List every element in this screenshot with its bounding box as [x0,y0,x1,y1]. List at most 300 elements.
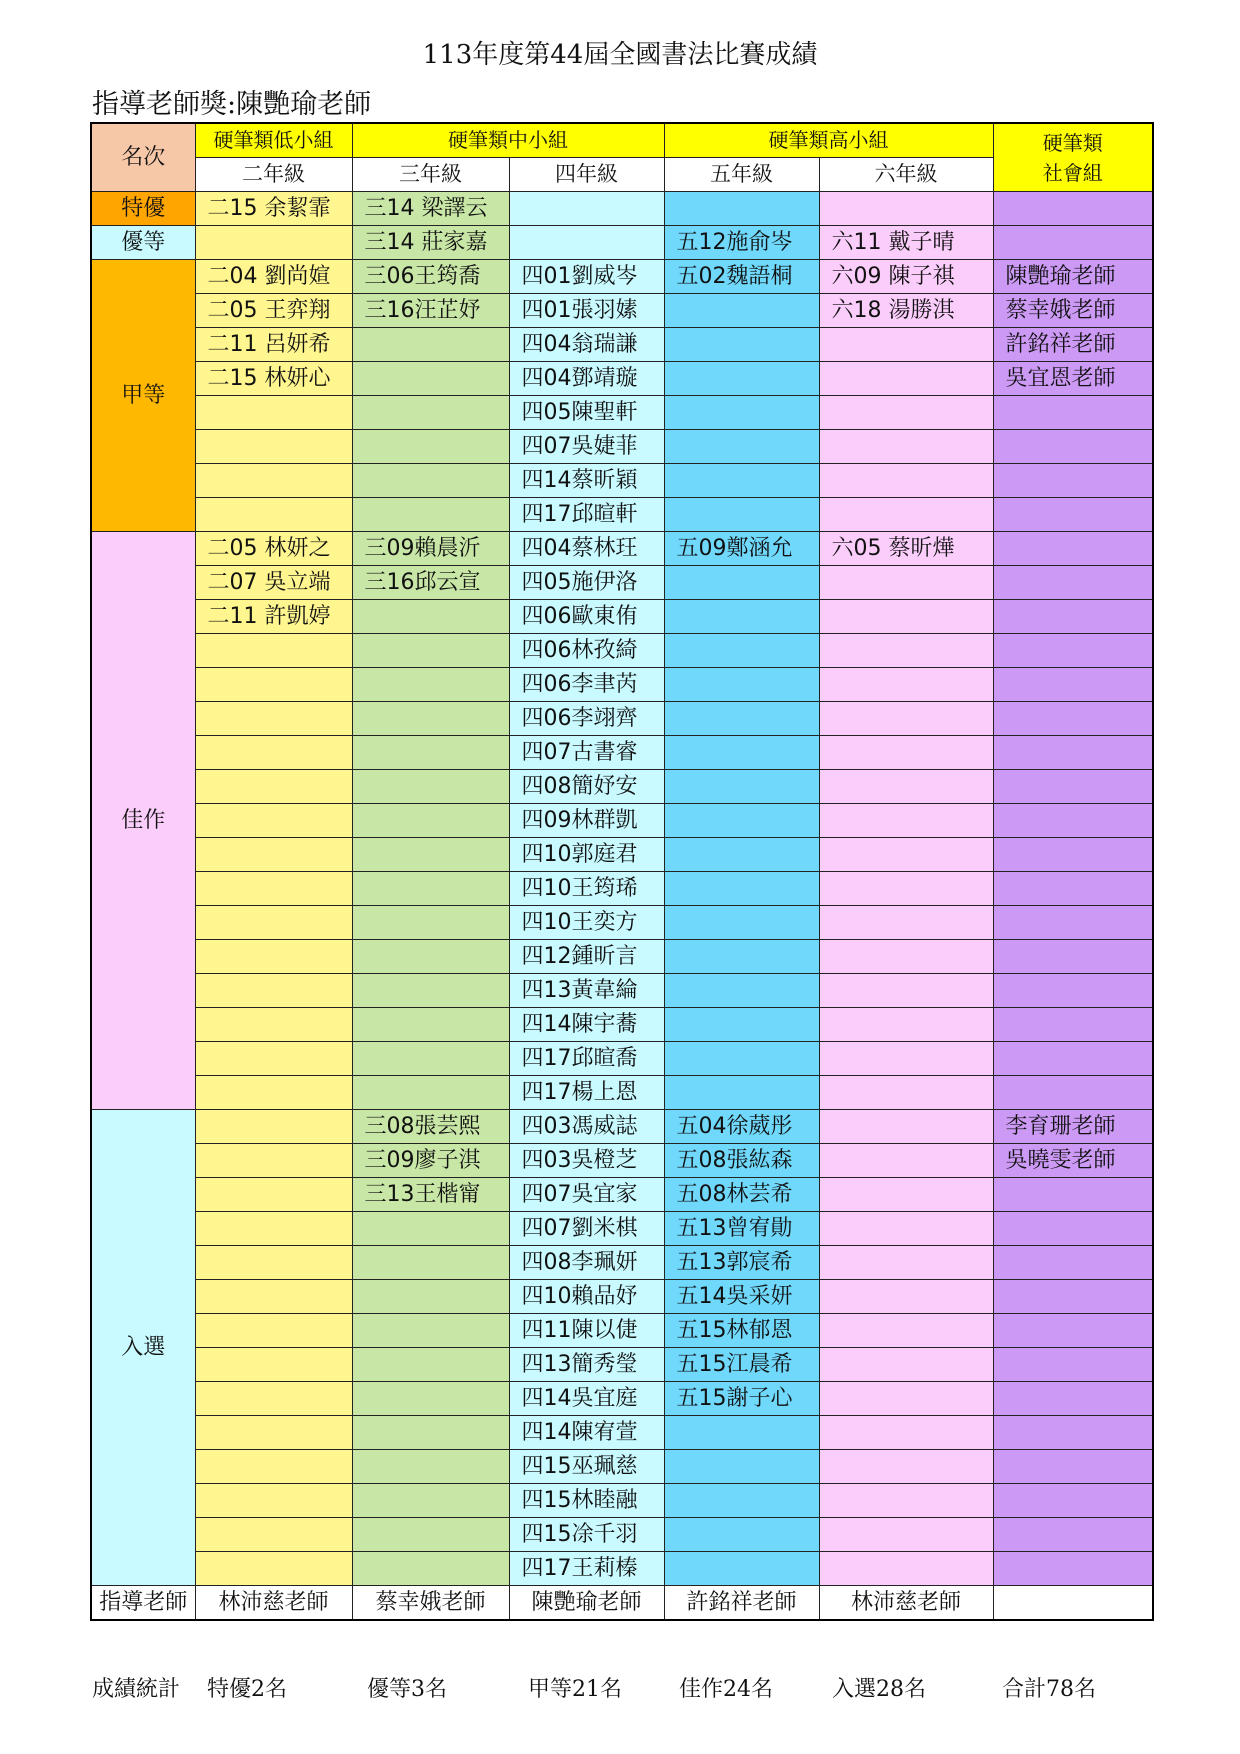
grade4-cell: 四10王筠琋 [509,872,664,906]
grade6-cell [819,872,993,906]
grade2-cell [195,702,352,736]
grade3-cell: 三09賴晨沂 [352,532,509,566]
grade5-cell [664,1552,819,1586]
grade6-cell [819,634,993,668]
grade4-cell: 四04鄧靖璇 [509,362,664,396]
society-cell: 李育珊老師 [993,1110,1153,1144]
grade2-cell [195,634,352,668]
grade3-cell [352,1076,509,1110]
grade5-cell [664,702,819,736]
grade3-cell [352,1042,509,1076]
grade5-cell [664,464,819,498]
grade6-cell [819,1178,993,1212]
grade2-cell [195,464,352,498]
grade3-cell [352,1280,509,1314]
grade3-cell [352,838,509,872]
society-cell [993,464,1153,498]
grade4-cell: 四06歐東侑 [509,600,664,634]
table-row [91,804,1153,838]
grade4-cell: 四07古書睿 [509,736,664,770]
teacher-cell: 林沛慈老師 [195,1586,352,1621]
group-header-middle: 硬筆類中小組 [352,123,664,158]
grade2-cell [195,226,352,260]
grade4-cell: 四15凃千羽 [509,1518,664,1552]
grade4-cell: 四13簡秀瑩 [509,1348,664,1382]
results-summary [92,1672,1192,1704]
instructor-award: 指導老師獎:陳艷瑜老師 [92,89,372,120]
society-cell [993,1314,1153,1348]
grade3-cell [352,396,509,430]
table-row [91,362,1153,396]
grade5-cell [664,362,819,396]
rank-merit: 佳作 [91,532,195,1110]
grade2-cell: 二15 林妍心 [195,362,352,396]
teacher-cell: 蔡幸娥老師 [352,1586,509,1621]
society-cell [993,770,1153,804]
grade2-cell [195,668,352,702]
grade4-cell: 四03馮威誌 [509,1110,664,1144]
grade5-cell [664,1042,819,1076]
grade2-cell [195,1348,352,1382]
grade6-cell [819,1382,993,1416]
grade3-cell [352,464,509,498]
society-cell: 許銘祥老師 [993,328,1153,362]
society-cell [993,1008,1153,1042]
society-cell [993,1382,1153,1416]
grade6-cell [819,362,993,396]
grade3-cell [352,362,509,396]
table-row [91,328,1153,362]
grade2-cell [195,1552,352,1586]
grade5-cell [664,1008,819,1042]
society-cell [993,702,1153,736]
table-row [91,1178,1153,1212]
table-row [91,1008,1153,1042]
grade3-cell [352,600,509,634]
grade2-cell [195,770,352,804]
table-row [91,430,1153,464]
grade5-cell [664,838,819,872]
society-cell [993,1246,1153,1280]
summary-label: 成績統計 [92,1677,181,1702]
grade4-cell: 四01劉威岑 [509,260,664,294]
grade2-cell [195,940,352,974]
society-cell [993,1348,1153,1382]
table-row [91,1518,1153,1552]
grade5-cell: 五15謝子心 [664,1382,819,1416]
grade3-cell [352,804,509,838]
grade6-cell [819,770,993,804]
grade5-cell: 五04徐葳彤 [664,1110,819,1144]
grade4-cell: 四14蔡昕穎 [509,464,664,498]
society-cell [993,906,1153,940]
grade4-cell: 四14陳宥萱 [509,1416,664,1450]
grade3-cell [352,1008,509,1042]
summary-selected: 入選28名 [832,1677,926,1702]
grade3-cell [352,702,509,736]
table-row [91,736,1153,770]
table-row [91,192,1153,226]
grade2-cell [195,1110,352,1144]
grade5-cell: 五08林芸希 [664,1178,819,1212]
table-row [91,1348,1153,1382]
grade2-cell [195,1144,352,1178]
society-cell [993,1552,1153,1586]
grade2-cell [195,1212,352,1246]
grade3-cell: 三08張芸熙 [352,1110,509,1144]
table-row [91,1212,1153,1246]
table-row [91,974,1153,1008]
group-header-lower: 硬筆類低小組 [195,123,352,158]
society-cell [993,634,1153,668]
grade5-cell [664,974,819,1008]
grade6-cell [819,566,993,600]
grade6-cell [819,702,993,736]
grade5-cell: 五08張紘森 [664,1144,819,1178]
teacher-cell: 許銘祥老師 [664,1586,819,1621]
grade2-cell: 二11 許凱婷 [195,600,352,634]
grade3-cell: 三14 莊家嘉 [352,226,509,260]
grade4-cell: 四08簡妤安 [509,770,664,804]
grade3-cell [352,1382,509,1416]
society-cell [993,1212,1153,1246]
table-row [91,498,1153,532]
grade6-cell [819,430,993,464]
grade4-cell: 四04蔡林玨 [509,532,664,566]
grade2-cell [195,974,352,1008]
grade2-cell [195,430,352,464]
grade5-cell [664,804,819,838]
grade5-cell [664,634,819,668]
society-cell [993,1450,1153,1484]
table-row [91,1144,1153,1178]
table-row [91,872,1153,906]
grade3-cell [352,328,509,362]
grade3-cell [352,1246,509,1280]
grade4-cell: 四03吳橙芝 [509,1144,664,1178]
grade6-cell: 六11 戴子晴 [819,226,993,260]
grade3-cell: 三09廖子淇 [352,1144,509,1178]
summary-excellent: 優等3名 [367,1677,447,1702]
grade2-cell: 二15 余絜霏 [195,192,352,226]
grade3-cell: 三14 梁譯云 [352,192,509,226]
grade6-cell [819,498,993,532]
grade2-cell [195,1382,352,1416]
grade2-cell [195,1246,352,1280]
grade6-cell [819,1042,993,1076]
grade5-cell: 五13曾宥勛 [664,1212,819,1246]
society-cell [993,838,1153,872]
table-row [91,1552,1153,1586]
grade6-cell: 六05 蔡昕燁 [819,532,993,566]
teacher-cell: 陳艷瑜老師 [509,1586,664,1621]
grade4-cell: 四10郭庭君 [509,838,664,872]
grade6-cell [819,1110,993,1144]
grade3-cell [352,1348,509,1382]
table-row [91,1450,1153,1484]
table-row [91,396,1153,430]
grade6-cell [819,1450,993,1484]
rank-first: 甲等 [91,260,195,532]
grade5-cell [664,600,819,634]
grade5-cell [664,1450,819,1484]
table-row [91,1110,1153,1144]
rank-special: 特優 [91,192,195,226]
table-row [91,294,1153,328]
table-row [91,940,1153,974]
grade6-cell [819,1144,993,1178]
grade4-cell: 四14陳宇蕎 [509,1008,664,1042]
grade5-cell [664,736,819,770]
teacher-cell [993,1586,1153,1621]
grade4-cell: 四17邱暄軒 [509,498,664,532]
grade5-cell: 五15林郁恩 [664,1314,819,1348]
table-row [91,1076,1153,1110]
society-cell: 吳宜恩老師 [993,362,1153,396]
rank-selected: 入選 [91,1110,195,1586]
grade3-cell [352,634,509,668]
grade4-cell [509,192,664,226]
grade3-cell [352,770,509,804]
results-table-body [91,123,1153,1620]
rank-header: 名次 [91,123,195,192]
header-row-groups [91,123,1153,158]
grade5-cell [664,668,819,702]
grade3-cell [352,940,509,974]
grade5-cell [664,566,819,600]
grade6-cell [819,1076,993,1110]
grade5-cell [664,906,819,940]
grade3-cell [352,1212,509,1246]
grade2-cell [195,906,352,940]
society-cell: 蔡幸娥老師 [993,294,1153,328]
society-cell [993,430,1153,464]
grade6-cell [819,600,993,634]
grade6-cell [819,1314,993,1348]
society-cell [993,498,1153,532]
page-title: 113年度第44屆全國書法比賽成績 [422,40,818,70]
society-cell [993,226,1153,260]
results-table [90,122,1154,1621]
table-row [91,1416,1153,1450]
society-cell [993,1042,1153,1076]
grade3-cell [352,1518,509,1552]
grade6-cell [819,1552,993,1586]
grade4-cell: 四12鍾昕言 [509,940,664,974]
society-cell [993,566,1153,600]
grade5-cell [664,1518,819,1552]
grade6-cell [819,1348,993,1382]
table-row [91,226,1153,260]
grade5-cell [664,328,819,362]
grade2-cell [195,396,352,430]
society-cell [993,872,1153,906]
grade4-cell: 四08李珮妍 [509,1246,664,1280]
grade4-cell: 四10王奕方 [509,906,664,940]
table-row [91,770,1153,804]
grade2-cell [195,1280,352,1314]
grade4-cell: 四17楊上恩 [509,1076,664,1110]
grade5-cell: 五09鄭涵允 [664,532,819,566]
grade6-cell [819,464,993,498]
grade4-cell: 四05陳聖軒 [509,396,664,430]
society-cell [993,804,1153,838]
grade-header: 二年級 [195,158,352,192]
grade-header: 六年級 [819,158,993,192]
grade4-cell: 四06李翊齊 [509,702,664,736]
grade3-cell [352,668,509,702]
grade3-cell [352,1552,509,1586]
society-cell: 陳艷瑜老師 [993,260,1153,294]
grade5-cell [664,770,819,804]
summary-total: 合計78名 [1002,1677,1096,1702]
grade5-cell [664,294,819,328]
grade3-cell [352,1416,509,1450]
grade-header: 三年級 [352,158,509,192]
society-cell [993,736,1153,770]
grade4-cell: 四01張羽嫊 [509,294,664,328]
grade3-cell: 三13王楷甯 [352,1178,509,1212]
grade4-cell: 四09林群凱 [509,804,664,838]
table-row [91,1280,1153,1314]
grade6-cell [819,906,993,940]
rank-excellent: 優等 [91,226,195,260]
grade4-cell: 四07劉米棋 [509,1212,664,1246]
grade6-cell [819,1280,993,1314]
grade6-cell [819,328,993,362]
grade3-cell [352,906,509,940]
society-cell [993,532,1153,566]
table-row [91,1246,1153,1280]
grade6-cell [819,1484,993,1518]
grade3-cell [352,1450,509,1484]
grade2-cell: 二04 劉尚媗 [195,260,352,294]
grade3-cell: 三16汪芷妤 [352,294,509,328]
table-row [91,838,1153,872]
grade3-cell: 三06王筠喬 [352,260,509,294]
table-row [91,1314,1153,1348]
grade4-cell: 四06李聿芮 [509,668,664,702]
grade3-cell [352,430,509,464]
grade3-cell [352,1314,509,1348]
grade5-cell [664,1484,819,1518]
grade2-cell: 二07 吳立端 [195,566,352,600]
society-cell [993,192,1153,226]
society-cell [993,1484,1153,1518]
grade-header: 四年級 [509,158,664,192]
grade6-cell [819,804,993,838]
teachers-row [91,1586,1153,1621]
grade2-cell [195,872,352,906]
grade4-cell: 四14吳宜庭 [509,1382,664,1416]
grade2-cell [195,1416,352,1450]
table-row [91,600,1153,634]
table-row [91,1042,1153,1076]
grade4-cell: 四10賴品妤 [509,1280,664,1314]
grade6-cell [819,1518,993,1552]
grade5-cell: 五02魏語桐 [664,260,819,294]
society-cell [993,974,1153,1008]
grade2-cell [195,1178,352,1212]
table-row [91,1382,1153,1416]
society-cell [993,1178,1153,1212]
grade6-cell [819,396,993,430]
grade4-cell [509,226,664,260]
grade2-cell: 二05 王弈翔 [195,294,352,328]
society-cell [993,940,1153,974]
grade4-cell: 四04翁瑞謙 [509,328,664,362]
table-row [91,566,1153,600]
grade4-cell: 四11陳以倢 [509,1314,664,1348]
grade5-cell [664,192,819,226]
grade6-cell: 六18 湯勝淇 [819,294,993,328]
grade2-cell [195,736,352,770]
table-row [91,1484,1153,1518]
society-cell [993,1076,1153,1110]
grade6-cell [819,1246,993,1280]
grade4-cell: 四07吳婕菲 [509,430,664,464]
grade2-cell: 二11 呂妍希 [195,328,352,362]
society-cell [993,600,1153,634]
grade6-cell [819,736,993,770]
table-row [91,634,1153,668]
grade3-cell [352,974,509,1008]
grade6-cell [819,940,993,974]
grade4-cell: 四15巫珮慈 [509,1450,664,1484]
grade5-cell: 五15江晨希 [664,1348,819,1382]
grade5-cell [664,430,819,464]
grade4-cell: 四05施伊洛 [509,566,664,600]
grade6-cell [819,1008,993,1042]
grade5-cell [664,1076,819,1110]
grade5-cell [664,872,819,906]
grade2-cell [195,838,352,872]
grade2-cell [195,498,352,532]
grade2-cell [195,804,352,838]
grade5-cell: 五14吳采妍 [664,1280,819,1314]
grade2-cell [195,1484,352,1518]
society-cell: 吳曉雯老師 [993,1144,1153,1178]
grade-header: 五年級 [664,158,819,192]
society-cell [993,1416,1153,1450]
grade6-cell [819,838,993,872]
grade4-cell: 四15林睦融 [509,1484,664,1518]
grade5-cell [664,396,819,430]
summary-special: 特優2名 [207,1677,287,1702]
teachers-label: 指導老師 [91,1586,195,1621]
table-row [91,702,1153,736]
grade4-cell: 四17邱暄喬 [509,1042,664,1076]
grade3-cell [352,498,509,532]
group-header-upper: 硬筆類高小組 [664,123,993,158]
society-cell [993,396,1153,430]
grade6-cell [819,1212,993,1246]
grade2-cell [195,1518,352,1552]
grade6-cell: 六09 陳子祺 [819,260,993,294]
grade4-cell: 四17王莉榛 [509,1552,664,1586]
summary-first: 甲等21名 [528,1677,622,1702]
grade6-cell [819,668,993,702]
grade2-cell [195,1314,352,1348]
grade5-cell: 五12施俞岑 [664,226,819,260]
society-cell [993,1518,1153,1552]
grade5-cell [664,498,819,532]
table-row [91,668,1153,702]
grade5-cell [664,940,819,974]
table-row [91,906,1153,940]
grade4-cell: 四06林孜綺 [509,634,664,668]
table-row [91,260,1153,294]
